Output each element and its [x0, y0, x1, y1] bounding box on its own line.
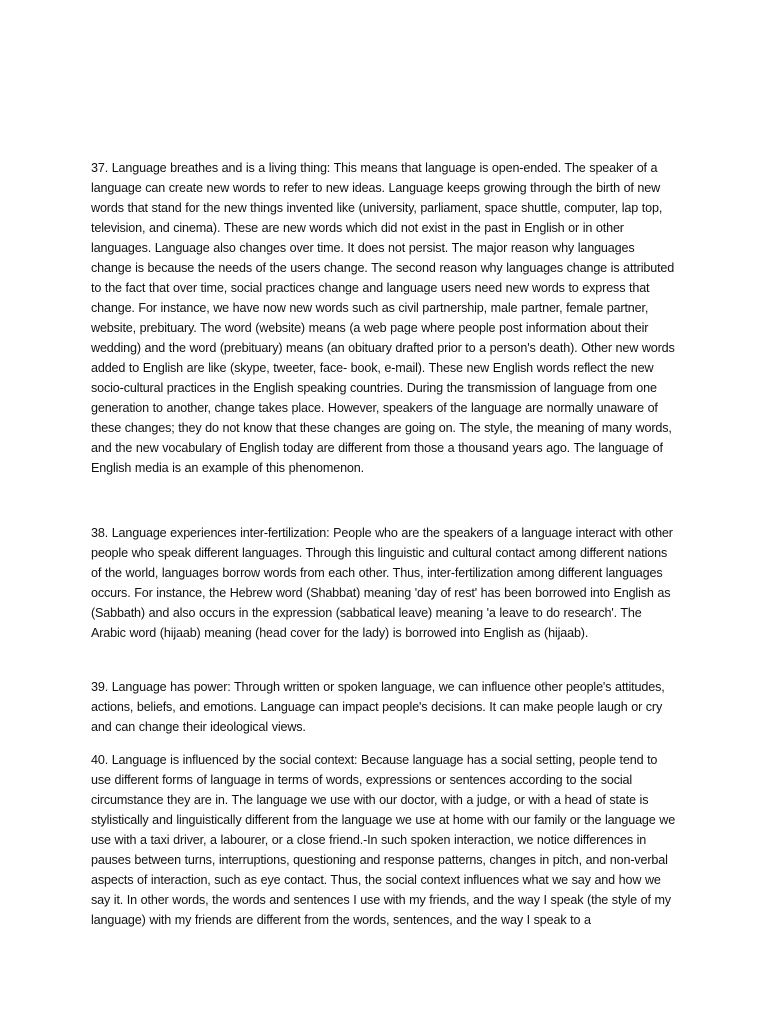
paragraph-40: 40. Language is influenced by the social context: Because language has a social setting, people tend to use different forms of language in terms of words, expressions or sentences according to the social circumstance they are in. The language we use with our doctor, with a judge, or with a head of state is stylistically and linguistically different from the language we use at home with our family or the language we use with a taxi driver, a labourer, or a close friend.-In such spoken interaction, we notice differences in pauses between turns, interruptions, questioning and response patterns, changes in pitch, and non-verbal aspects of interaction, such as eye contact. Thus, the social context influences what we say and how we say it. In other words, the words and sentences I use with my friends, and the way I speak (the style of my language) with my friends are different from the words, sentences, and the way I speak to a — [91, 753, 676, 927]
paragraph-37: 37. Language breathes and is a living thing: This means that language is open-ended. The speaker of a language can create new words to refer to new ideas. Language keeps growing through the birth of new words that stand for the new things invented like (university, parliament, space shuttle, computer, lap top, television, and cinema). These are new words which did not exist in the past in English or in other languages. Language also changes over time. It does not persist. The major reason why languages change is because the needs of the users change. The second reason why languages change is attributed to the fact that over time, social practices change and language users need new words to express that change. For instance, we have now new words such as civil partnership, male partner, female partner, website, prebituary. The word (website) means (a web page where people post information about their wedding) and the word (prebituary) means (an obituary drafted prior to a person's death). Other new words added to English are like (skype, tweeter, face- book, e-mail). These new English words reflect the new socio-cultural practices in the English speaking countries. During the transmission of language from one generation to another, change takes place. However, speakers of the language are normally unaware of these changes; they do not know that these changes are going on. The style, the meaning of many words, and the new vocabulary of English today are different from those a thousand years ago. The language of English media is an example of this phenomenon. — [91, 161, 675, 475]
paragraph-39: 39. Language has power: Through written or spoken language, we can influence other people's attitudes, actions, beliefs, and emotions. Language can impact people's decisions. It can make people laugh or cry and can change their ideological views. — [91, 680, 665, 734]
paragraph-38: 38. Language experiences inter-fertilization: People who are the speakers of a language interact with other people who speak different languages. Through this linguistic and cultural contact among different nations of the world, languages borrow words from each other. Thus, inter-fertilization among different languages occurs. For instance, the Hebrew word (Shabbat) meaning 'day of rest' has been borrowed into English as (Sabbath) and also occurs in the expression (sabbatical leave) meaning 'a leave to do research'. The Arabic word (hijaab) meaning (head cover for the lady) is borrowed into English as (hijaab). — [91, 526, 673, 640]
